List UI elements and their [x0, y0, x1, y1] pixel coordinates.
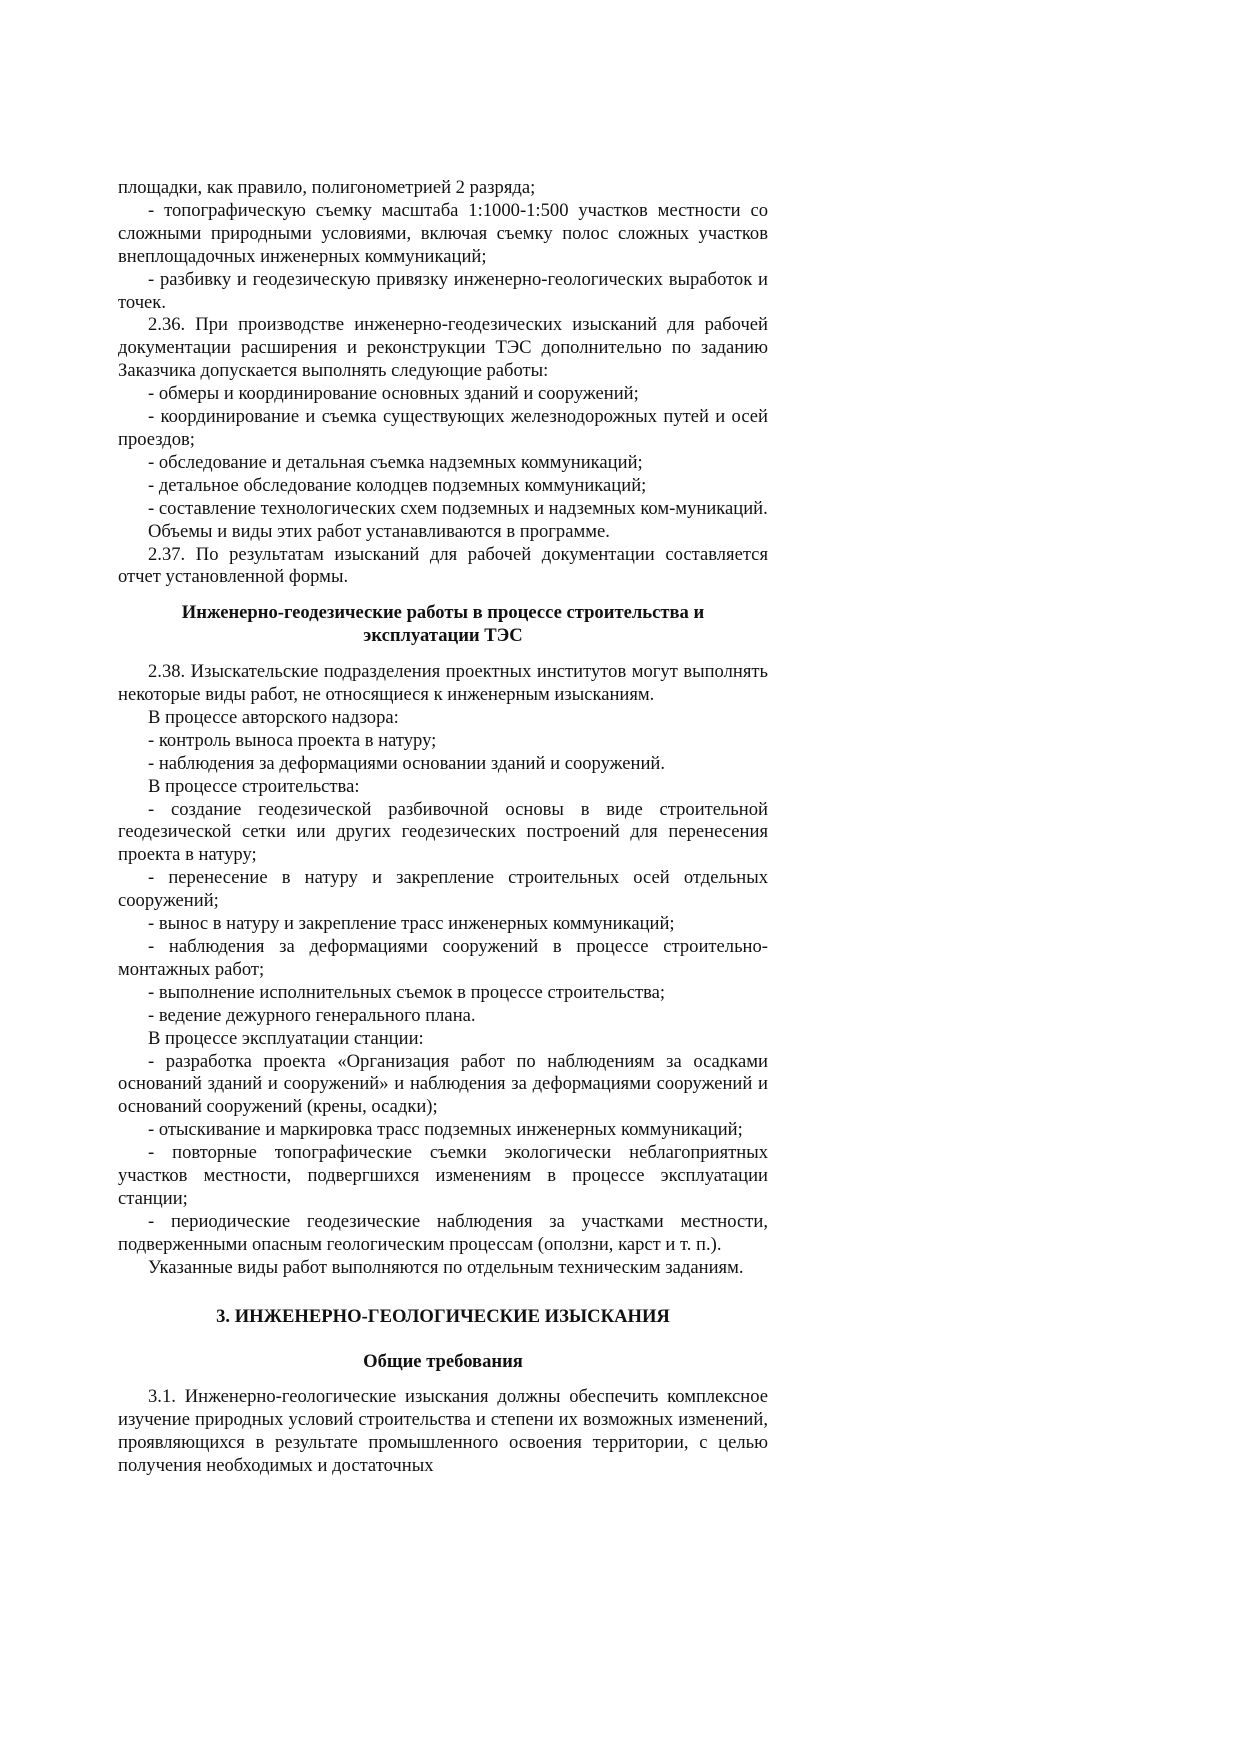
paragraph: 2.37. По результатам изысканий для рабочей документации составляется отчет установленной формы. [118, 543, 768, 588]
list-item: - перенесение в натуру и закрепление строительных осей отдельных сооружений; [118, 867, 768, 912]
paragraph: 2.38. Изыскательские подразделения проектных институтов могут выполнять некоторые виды работ, не относящиеся к инженерным изысканиям. [118, 661, 768, 706]
subsection-heading-line: эксплуатации ТЭС [363, 625, 523, 647]
list-item: - создание геодезической разбивочной основы в виде строительной геодезической сетки или других геодезических построений для перенесения проекта в натуру; [118, 798, 768, 866]
section-heading: 3. ИНЖЕНЕРНО-ГЕОЛОГИЧЕСКИЕ ИЗЫСКАНИЯ [216, 1305, 670, 1327]
subsection-heading [118, 602, 768, 648]
list-item: - координирование и съемка существующих железнодорожных путей и осей проездов; [118, 406, 768, 450]
paragraph: Указанные виды работ выполняются по отдельным техническим заданиям. [148, 1256, 744, 1278]
list-item: - контроль выноса проекта в натуру; [148, 729, 437, 751]
list-item: - детальное обследование колодцев подземных коммуникаций; [148, 474, 647, 496]
list-item: - повторные топографические съемки экологически неблагоприятных участков местности, подвергшихся изменениям в процессе эксплуатации станции; [118, 1142, 768, 1209]
list-item: - обследование и детальная съемка надземных коммуникаций; [148, 451, 643, 473]
list-item: - разбивку и геодезическую привязку инженерно-геологических выработок и точек. [118, 268, 768, 313]
list-item: - разработка проекта «Организация работ по наблюдениям за осадками оснований зданий и сооружений» и наблюдения за деформациями сооружений и оснований сооружений (крены, осадки); [118, 1050, 768, 1118]
list-item: - наблюдения за деформациями сооружений в процессе строительно-монтажных работ; [118, 936, 768, 980]
list-item: - топографическую съемку масштаба 1:1000-1:500 участков местности со сложными природными условиями, включая съемку полос сложных участков внеплощадочных инженерных коммуникаций; [118, 199, 768, 267]
list-item: - вынос в натуру и закрепление трасс инженерных коммуникаций; [148, 913, 675, 935]
paragraph: 3.1. Инженерно-геологические изыскания должны обеспечить комплексное изучение природных условий строительства и степени их возможных изменений, проявляющихся в результате промышленного освоения территории, с целью получения необходимых и достаточных [118, 1386, 768, 1477]
paragraph: В процессе строительства: [148, 775, 360, 797]
list-item: - выполнение исполнительных съемок в процессе строительства; [148, 981, 666, 1003]
list-item: - отыскивание и маркировка трасс подземных инженерных коммуникаций; [148, 1119, 743, 1141]
list-item: - составление технологических схем подземных и надземных ком-муникаций. [148, 497, 768, 519]
document-page [118, 177, 768, 1478]
paragraph: 2.36. При производстве инженерно-геодезических изысканий для рабочей документации расширения и реконструкции ТЭС дополнительно по заданию Заказчика допускается выполнять следующие работы: [118, 314, 768, 382]
subsection-heading-line: Инженерно-геодезические работы в процессе строительства и [181, 602, 705, 624]
list-item: - ведение дежурного генерального плана. [148, 1004, 476, 1026]
paragraph: В процессе эксплуатации станции: [148, 1027, 424, 1049]
list-item: - обмеры и координирование основных зданий и сооружений; [148, 383, 639, 405]
general-requirements-heading: Общие требования [363, 1350, 523, 1372]
paragraph: площадки, как правило, полигонометрией 2 разряда; [118, 177, 536, 198]
list-item: - периодические геодезические наблюдения за участками местности, подверженными опасным геологическим процессам (оползни, карст и т. п.). [118, 1210, 768, 1255]
list-item: - наблюдения за деформациями основании зданий и сооружений. [148, 752, 666, 774]
paragraph: В процессе авторского надзора: [148, 706, 399, 728]
paragraph: Объемы и виды этих работ устанавливаются в программе. [148, 520, 610, 542]
